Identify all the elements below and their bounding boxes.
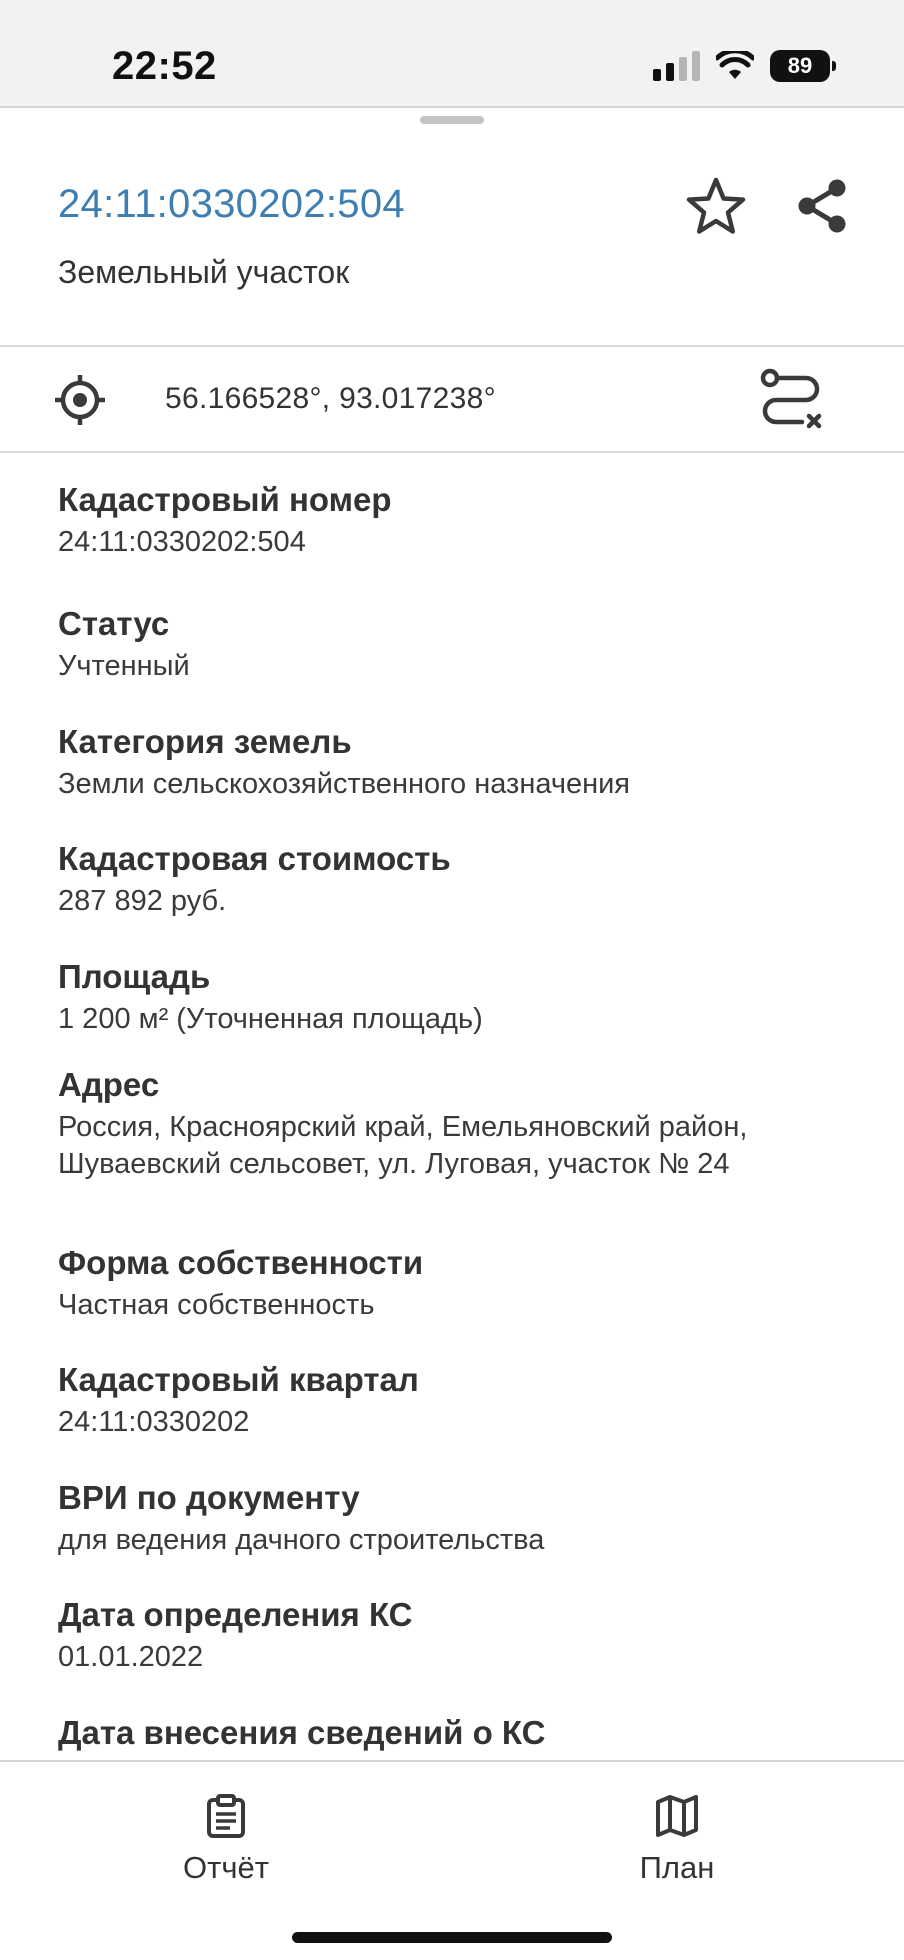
bottom-tab-bar bbox=[0, 1760, 904, 1960]
info-label: Кадастровый номер bbox=[58, 481, 392, 518]
route-icon bbox=[756, 364, 828, 436]
target-icon bbox=[54, 374, 106, 426]
favorite-button[interactable] bbox=[678, 168, 754, 244]
info-label: Форма собственности bbox=[58, 1244, 424, 1281]
battery-level: 89 bbox=[787, 53, 813, 78]
coordinates-text: 56.166528°, 93.017238° bbox=[165, 382, 496, 415]
object-subtitle: Земельный участок bbox=[58, 254, 350, 290]
info-label: Площадь bbox=[58, 958, 211, 995]
info-value: 01.01.2022 bbox=[58, 1641, 204, 1673]
status-time: 22:52 bbox=[112, 44, 217, 88]
map-icon bbox=[655, 1794, 699, 1838]
cellular-signal-icon bbox=[653, 51, 700, 81]
info-value: для ведения дачного строительства bbox=[58, 1524, 545, 1556]
info-label: Категория земель bbox=[58, 723, 352, 760]
tab-report[interactable] bbox=[136, 1780, 316, 1890]
info-item-permitted-use bbox=[58, 1478, 858, 1559]
info-value: Земли сельскохозяйственного назначения bbox=[58, 768, 630, 800]
info-item-address bbox=[58, 1065, 858, 1183]
info-item-cadastral-number bbox=[58, 480, 858, 561]
info-value: Учтенный bbox=[58, 650, 190, 682]
wifi-icon bbox=[716, 51, 754, 81]
coordinates-row[interactable] bbox=[0, 348, 904, 452]
info-value: 1 200 м² (Уточненная площадь) bbox=[58, 1003, 483, 1035]
sheet-grabber[interactable] bbox=[420, 116, 484, 124]
object-header bbox=[0, 124, 904, 346]
info-item-cadastral-quarter bbox=[58, 1360, 858, 1441]
info-value: 287 892 руб. bbox=[58, 885, 227, 917]
tab-plan[interactable] bbox=[587, 1780, 767, 1890]
info-label: Кадастровая стоимость bbox=[58, 840, 451, 877]
info-item-cadastral-value bbox=[58, 839, 858, 920]
share-icon bbox=[795, 177, 849, 235]
info-label: ВРИ по документу bbox=[58, 1479, 360, 1516]
info-value: 24:11:0330202 bbox=[58, 1406, 250, 1438]
info-item-area bbox=[58, 957, 858, 1038]
info-label: Дата определения КС bbox=[58, 1596, 413, 1633]
route-button[interactable] bbox=[756, 364, 828, 436]
info-item-land-category bbox=[58, 722, 858, 803]
info-label: Адрес bbox=[58, 1066, 160, 1103]
object-title: 24:11:0330202:504 bbox=[58, 182, 405, 226]
home-indicator[interactable] bbox=[292, 1932, 612, 1943]
coordinates-divider bbox=[0, 451, 904, 453]
clipboard-icon bbox=[206, 1794, 246, 1838]
info-value: 24:11:0330202:504 bbox=[58, 526, 306, 558]
info-item-status bbox=[58, 604, 858, 685]
share-button[interactable] bbox=[784, 168, 860, 244]
info-value: Россия, Красноярский край, Емельяновский район, Шуваевский сельсовет, ул. Луговая, участок № 24 bbox=[58, 1111, 748, 1180]
info-item-valuation-date bbox=[58, 1595, 858, 1676]
tab-report-label: Отчёт bbox=[183, 1850, 269, 1885]
star-icon bbox=[685, 176, 747, 236]
info-label: Дата внесения сведений о КС bbox=[58, 1714, 546, 1751]
info-value: Частная собственность bbox=[58, 1289, 375, 1321]
battery-icon bbox=[770, 50, 830, 82]
info-label: Кадастровый квартал bbox=[58, 1361, 419, 1398]
status-icons bbox=[653, 48, 830, 84]
info-item-entry-date bbox=[58, 1713, 858, 1753]
info-label: Статус bbox=[58, 605, 170, 642]
header-divider bbox=[0, 345, 904, 347]
tab-plan-label: План bbox=[639, 1850, 715, 1885]
status-bar bbox=[0, 0, 904, 108]
info-item-ownership bbox=[58, 1243, 858, 1324]
